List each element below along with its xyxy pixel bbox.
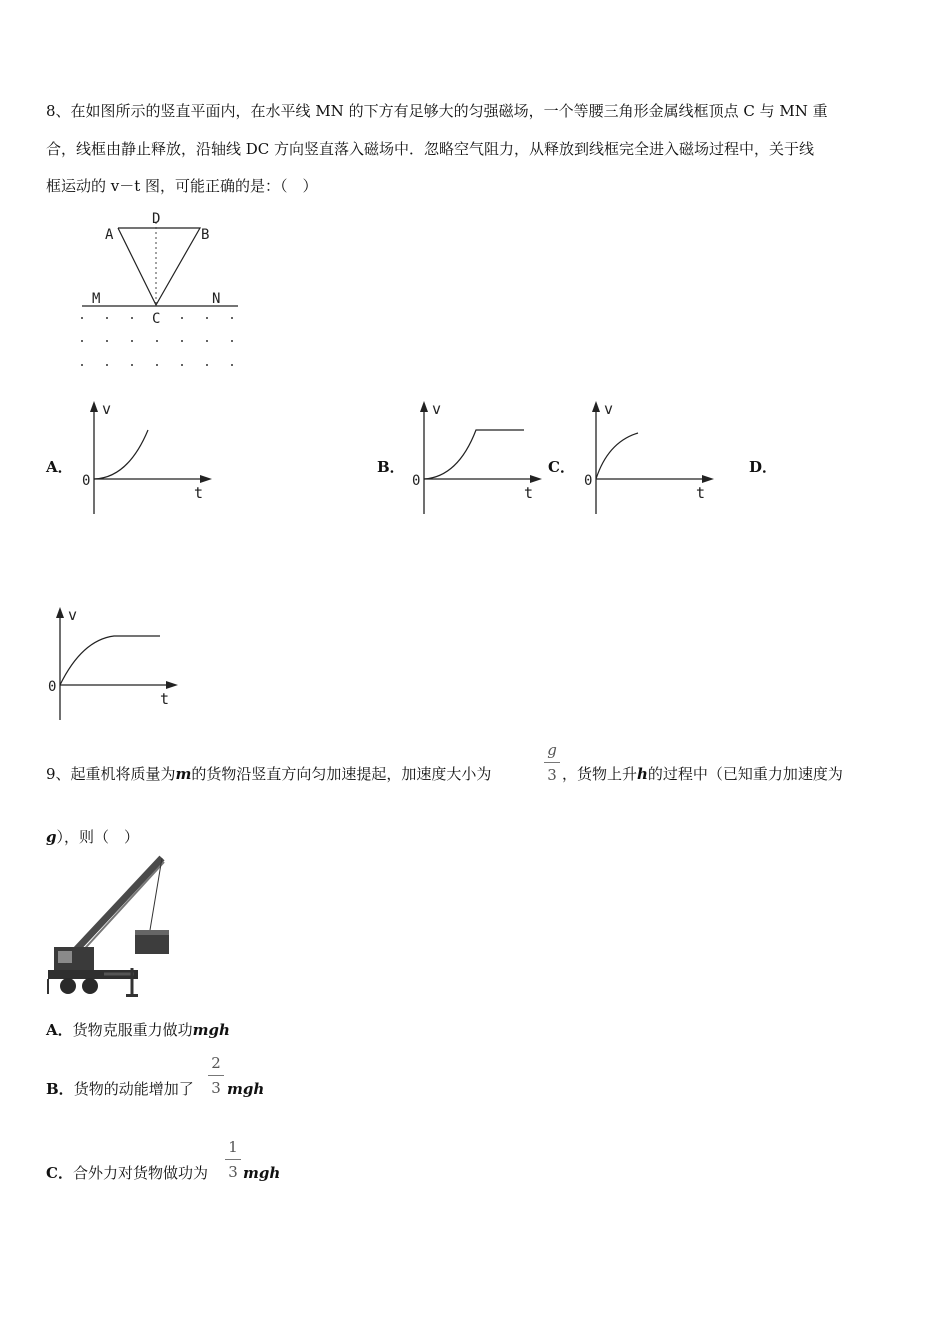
label-n: N <box>212 291 221 307</box>
q9-mass-symbol: m <box>175 765 192 783</box>
fraction-numerator: 1 <box>228 1138 238 1156</box>
q9-option-b-letter: B． <box>46 1080 74 1098</box>
q9-text-a: 9、起重机将质量为 <box>46 765 176 783</box>
q9-option-a-letter: A． <box>46 1021 73 1039</box>
graph-d-t-label: t <box>160 690 170 708</box>
q9-height-symbol: h <box>637 765 648 783</box>
q9-acceleration-fraction <box>544 740 560 785</box>
vt-graph-b <box>406 398 546 518</box>
graph-b-t-label: t <box>524 484 534 502</box>
q8-line-2: 合，线框由静止释放，沿轴线 DC 方向竖直落入磁场中．忽略空气阻力，从释放到线框完全进入磁场过程中，关于线 <box>46 140 815 158</box>
label-c: C <box>152 311 161 327</box>
q9-line-1 <box>46 764 491 784</box>
label-d: D <box>152 211 161 227</box>
fraction-denominator: 3 <box>547 766 557 784</box>
q9-text-e: ），则（ ） <box>56 828 140 846</box>
graph-a-t-label: t <box>194 484 204 502</box>
fraction-denominator: 3 <box>211 1079 221 1097</box>
q9-option-a-formula: mgh <box>192 1021 230 1039</box>
q9-text-d: 的过程中（已知重力加速度为 <box>647 765 843 783</box>
fraction-denominator: 3 <box>228 1163 238 1181</box>
q9-option-b-formula: mgh <box>227 1080 265 1098</box>
label-b: B <box>201 227 210 243</box>
q9-option-b-text: 货物的动能增加了 <box>73 1080 194 1098</box>
fraction-numerator: 2 <box>211 1054 221 1072</box>
q8-option-c-letter: C． <box>548 458 575 476</box>
q8-option-d-letter: D． <box>749 458 778 476</box>
vt-graph-d <box>42 604 182 724</box>
fraction-bar <box>208 1075 224 1076</box>
q9-gravity-symbol: g <box>46 828 57 846</box>
graph-d-v-label: v <box>68 606 78 624</box>
graph-b-origin: 0 <box>412 473 421 489</box>
q9-option-c-letter: C． <box>46 1164 73 1182</box>
q8-option-a-letter: A． <box>46 458 73 476</box>
q8-line-3: 框运动的 v－t 图，可能正确的是：（ ） <box>46 177 318 195</box>
graph-b-v-label: v <box>432 400 442 418</box>
fraction-bar <box>544 762 560 763</box>
q9-line-1-cont <box>562 764 843 784</box>
q9-option-c <box>46 1163 208 1183</box>
graph-c-t-label: t <box>696 484 706 502</box>
q9-option-c-formula: mgh <box>243 1164 281 1182</box>
q9-line-2 <box>46 827 139 847</box>
graph-c-v-label: v <box>604 400 614 418</box>
q9-option-a <box>46 1020 230 1040</box>
graph-a-v-label: v <box>102 400 112 418</box>
label-m: M <box>92 291 101 307</box>
q9-option-b-fraction <box>208 1053 224 1098</box>
vt-graph-c <box>578 398 718 518</box>
crane-image <box>44 852 184 1002</box>
triangle-field-figure <box>70 208 250 368</box>
q8-option-b-letter: B． <box>377 458 405 476</box>
vt-graph-a <box>76 398 216 518</box>
graph-d-origin: 0 <box>48 679 57 695</box>
label-a: A <box>105 227 114 243</box>
q9-option-a-text: 货物克服重力做功 <box>72 1021 193 1039</box>
q9-text-c: ，货物上升 <box>562 765 638 783</box>
graph-c-origin: 0 <box>584 473 593 489</box>
graph-a-origin: 0 <box>82 473 91 489</box>
q9-text-b: 的货物沿竖直方向匀加速提起，加速度大小为 <box>191 765 492 783</box>
fraction-numerator: g <box>547 741 557 759</box>
q8-line-1: 8、在如图所示的竖直平面内，在水平线 MN 的下方有足够大的匀强磁场，一个等腰三角形金属线框顶点 C 与 MN 重 <box>46 102 828 120</box>
q9-option-b <box>46 1079 194 1099</box>
q9-option-c-fraction <box>225 1137 241 1182</box>
q9-option-c-text: 合外力对货物做功为 <box>72 1164 208 1182</box>
fraction-bar <box>225 1159 241 1160</box>
